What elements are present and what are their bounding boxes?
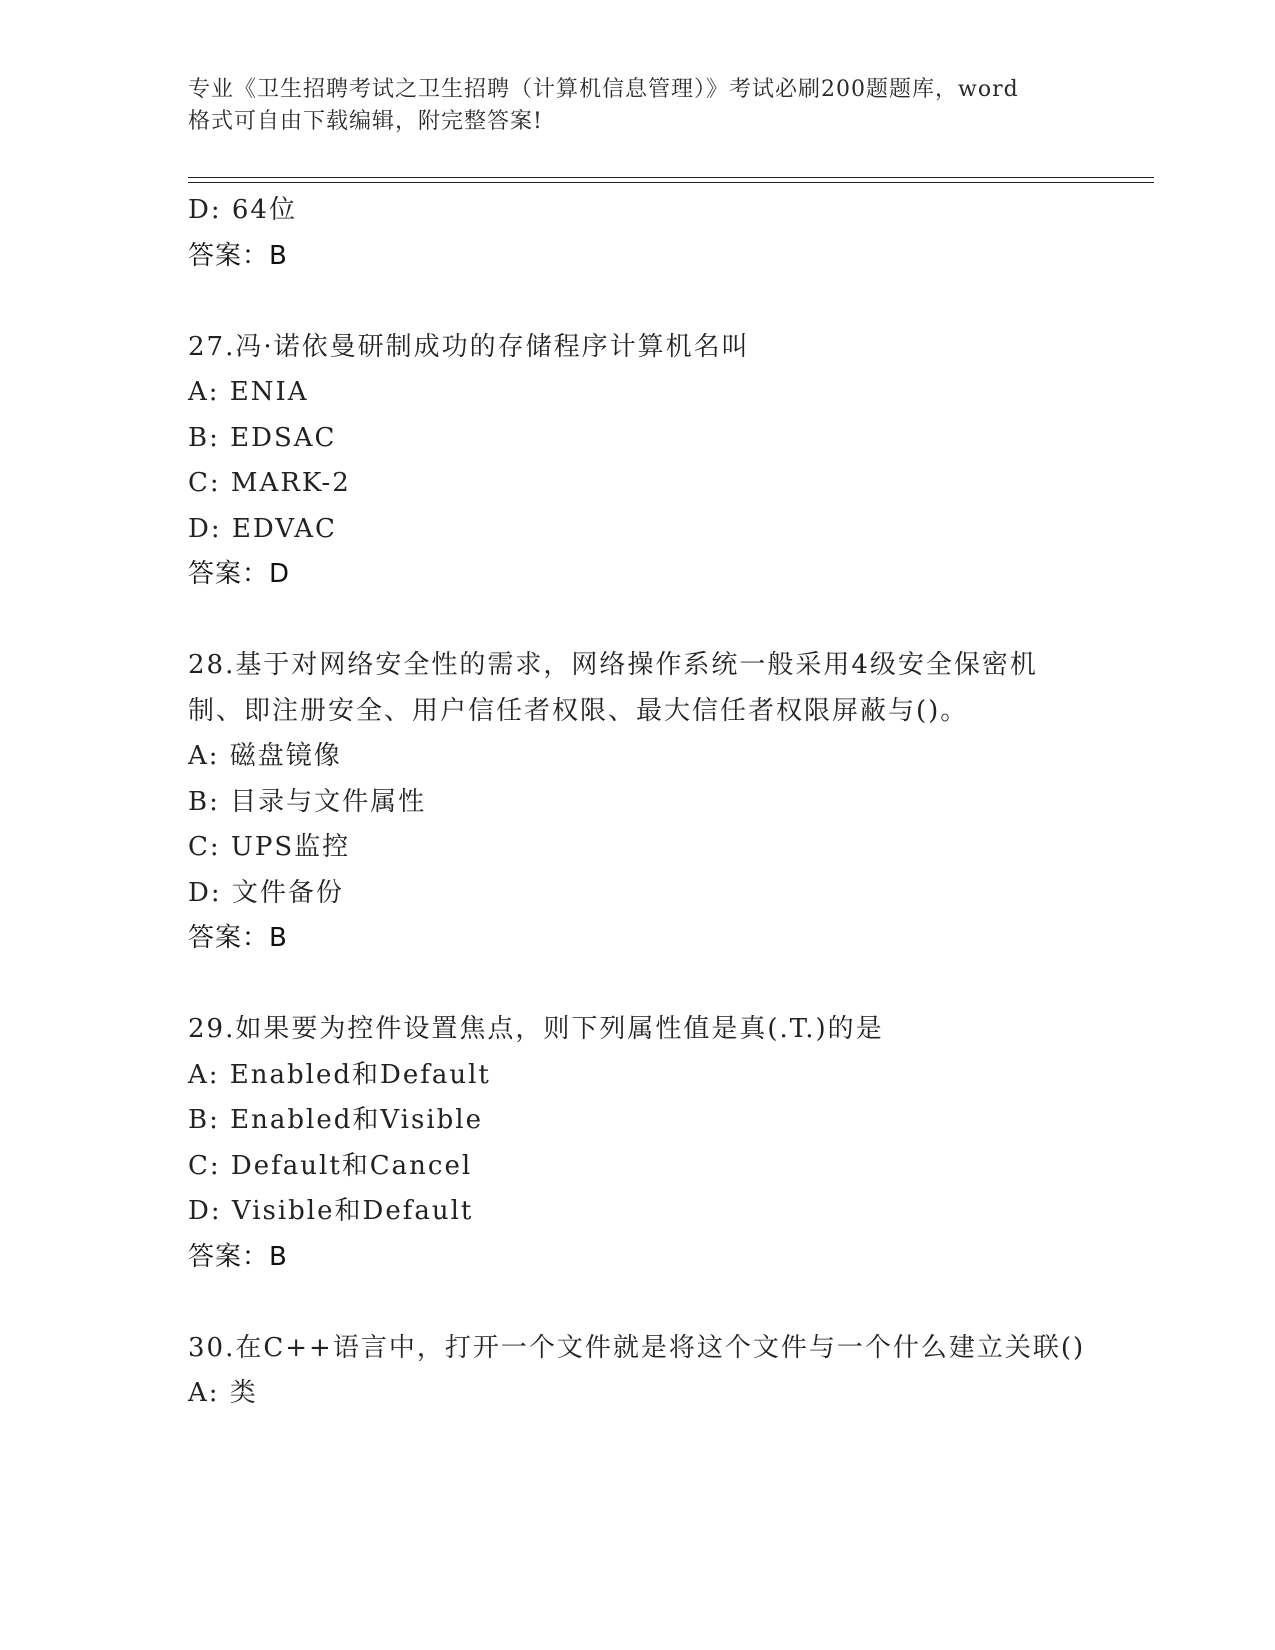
question-27-answer: 答案：D [188,559,291,589]
header-title-line-1: 专业《卫生招聘考试之卫生招聘（计算机信息管理）》考试必刷200题题库，word [188,77,1019,102]
question-27-option-a: A: ENIA [188,377,309,407]
question-30-option-a: A: 类 [188,1378,258,1408]
question-29-answer: 答案：B [188,1241,288,1272]
prev-question-option-d: D: 64位 [188,195,297,225]
question-spacer [188,598,1088,644]
question-list [188,188,1088,1417]
question-27-stem: 27.冯·诺依曼研制成功的存储程序计算机名叫 [188,331,750,362]
question-29-option-a: A: Enabled和Default [188,1059,491,1090]
question-27-option-b: B: EDSAC [188,422,337,453]
question-28-stem: 28.基于对网络安全性的需求，网络操作系统一般采用4级安全保密机制、即注册安全、用户信任者权限、最大信任者权限屏蔽与()。 [188,650,1038,726]
header-divider-bottom [188,182,1154,183]
question-28-option-a: A: 磁盘镜像 [188,741,342,771]
header-title-line-2: 格式可自由下载编辑，附完整答案! [188,109,543,134]
question-spacer [188,279,1088,325]
document-header [188,74,1088,138]
question-30-stem: 30.在C++语言中，打开一个文件就是将这个文件与一个什么建立关联() [188,1332,1086,1363]
question-29-option-d: D: Visible和Default [188,1196,474,1226]
question-29-stem: 29.如果要为控件设置焦点，则下列属性值是真(.T.)的是 [188,1014,884,1044]
prev-question-answer: 答案：B [188,240,288,271]
header-divider-top [188,177,1154,178]
question-27-option-c: C: MARK-2 [188,468,351,498]
question-29-option-c: C: Default和Cancel [188,1150,473,1181]
question-spacer [188,962,1088,1008]
question-27-option-d: D: EDVAC [188,513,337,544]
question-28-option-c: C: UPS监控 [188,832,351,862]
question-28-option-b: B: 目录与文件属性 [188,786,427,817]
question-28-answer: 答案：B [188,923,288,953]
question-28-option-d: D: 文件备份 [188,877,344,908]
question-spacer [188,1280,1088,1326]
question-29-option-b: B: Enabled和Visible [188,1105,483,1135]
